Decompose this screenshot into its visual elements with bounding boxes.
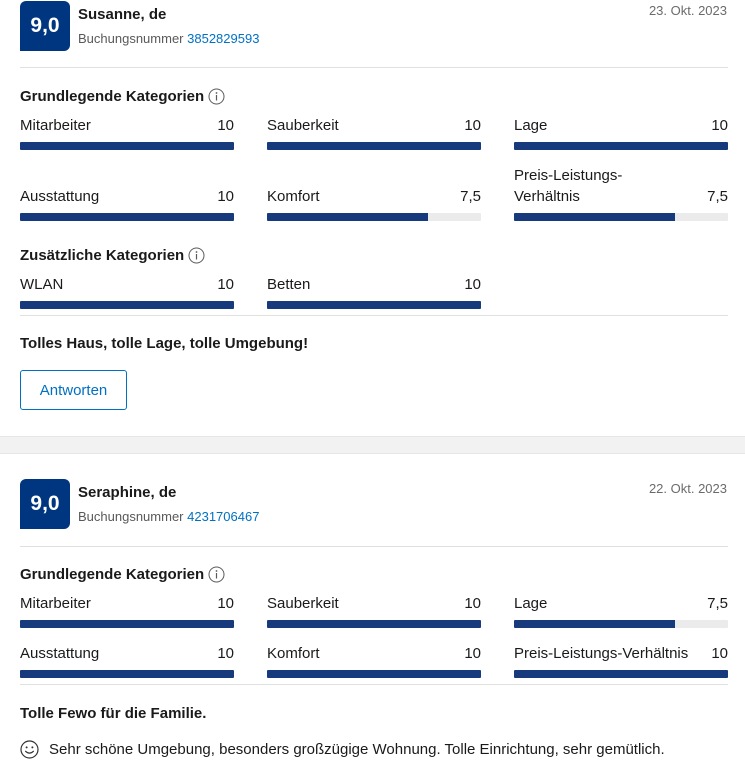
category-bar-fill	[267, 620, 481, 628]
category-label: Preis-Leistungs-Verhältnis	[514, 167, 623, 205]
category-bar-fill	[267, 142, 481, 150]
divider	[20, 546, 728, 547]
category-label: Preis-Leistungs-Verhältnis	[514, 645, 689, 662]
category-score: 10	[464, 117, 481, 134]
category-score: 7,5	[707, 595, 728, 612]
reply-button[interactable]: Antworten	[20, 370, 127, 410]
booking-number-link[interactable]: 3852829593	[187, 31, 260, 46]
category-komfort	[267, 186, 481, 221]
category-bar	[20, 620, 234, 628]
category-bar-fill	[20, 301, 234, 309]
reviewer-name: Seraphine, de	[78, 484, 177, 501]
category-label: Betten	[267, 276, 311, 293]
category-ausstattung	[20, 643, 234, 678]
category-betten	[267, 274, 481, 309]
positive-comment-text: Sehr schöne Umgebung, besonders großzügige Wohnung. Tolle Einrichtung, sehr gemütlich.	[49, 741, 665, 758]
category-bar	[514, 670, 728, 678]
review-score-badge: 9,0	[20, 1, 70, 51]
category-mitarbeiter	[20, 593, 234, 628]
category-score: 10	[711, 117, 728, 134]
booking-number-link[interactable]: 4231706467	[187, 509, 260, 524]
category-bar-fill	[267, 213, 428, 221]
section-title-label: Grundlegende Kategorien	[20, 566, 205, 583]
review-title: Tolles Haus, tolle Lage, tolle Umgebung!	[20, 335, 309, 352]
category-sauberkeit	[267, 115, 481, 150]
category-score: 10	[217, 117, 234, 134]
category-label: Mitarbeiter	[20, 117, 91, 134]
info-icon[interactable]	[208, 566, 225, 583]
positive-comment	[20, 740, 665, 759]
category-bar-fill	[514, 620, 675, 628]
category-bar	[514, 142, 728, 150]
category-score: 10	[464, 276, 481, 293]
category-bar-fill	[20, 670, 234, 678]
category-bar	[20, 142, 234, 150]
category-bar-fill	[20, 620, 234, 628]
category-bar	[514, 213, 728, 221]
category-lage	[514, 593, 728, 628]
review-card	[0, 454, 745, 768]
booking-label: Buchungsnummer	[78, 31, 184, 46]
category-komfort	[267, 643, 481, 678]
category-lage	[514, 115, 728, 150]
category-score: 10	[217, 595, 234, 612]
category-bar	[514, 620, 728, 628]
category-label: Sauberkeit	[267, 117, 339, 134]
category-bar	[267, 142, 481, 150]
section-title-basic-categories	[20, 88, 225, 105]
divider	[20, 67, 728, 68]
section-title-extra-categories	[20, 247, 205, 264]
category-bar-fill	[514, 142, 728, 150]
category-label: Lage	[514, 117, 548, 134]
section-title-label: Grundlegende Kategorien	[20, 88, 205, 105]
category-bar-fill	[514, 670, 728, 678]
category-bar-fill	[267, 301, 481, 309]
review-score-badge: 9,0	[20, 479, 70, 529]
category-bar	[267, 670, 481, 678]
category-mitarbeiter	[20, 115, 234, 150]
category-bar	[267, 301, 481, 309]
category-preis-leistung	[514, 165, 728, 221]
category-score: 10	[711, 645, 728, 662]
category-label: Sauberkeit	[267, 595, 339, 612]
category-bar	[20, 670, 234, 678]
category-score: 10	[464, 645, 481, 662]
review-date: 22. Okt. 2023	[648, 481, 727, 496]
divider	[20, 684, 728, 685]
category-label: Komfort	[267, 188, 320, 205]
category-wlan	[20, 274, 234, 309]
category-ausstattung	[20, 186, 234, 221]
booking-label: Buchungsnummer	[78, 509, 184, 524]
info-icon[interactable]	[188, 247, 205, 264]
category-label: Ausstattung	[20, 645, 100, 662]
category-bar	[267, 620, 481, 628]
section-title-basic-categories	[20, 566, 225, 583]
category-bar-fill	[514, 213, 675, 221]
category-score: 7,5	[460, 188, 481, 205]
category-preis-leistung	[514, 643, 728, 678]
category-bar	[20, 213, 234, 221]
category-label: Mitarbeiter	[20, 595, 91, 612]
category-label: Ausstattung	[20, 188, 100, 205]
category-bar-fill	[20, 213, 234, 221]
category-score: 10	[464, 595, 481, 612]
info-icon[interactable]	[208, 88, 225, 105]
review-separator	[0, 436, 745, 454]
booking-info	[78, 31, 259, 46]
reviewer-name: Susanne, de	[78, 6, 167, 23]
booking-info	[78, 509, 259, 524]
category-bar	[20, 301, 234, 309]
smile-icon	[20, 740, 39, 759]
category-score: 10	[217, 645, 234, 662]
category-label: WLAN	[20, 276, 64, 293]
divider	[20, 315, 728, 316]
category-bar	[267, 213, 481, 221]
category-score: 10	[217, 276, 234, 293]
section-title-label: Zusätzliche Kategorien	[20, 247, 185, 264]
category-bar-fill	[20, 142, 234, 150]
category-label: Lage	[514, 595, 548, 612]
category-label: Komfort	[267, 645, 320, 662]
review-title: Tolle Fewo für die Familie.	[20, 705, 207, 722]
review-date: 23. Okt. 2023	[648, 3, 727, 18]
category-bar-fill	[267, 670, 481, 678]
category-sauberkeit	[267, 593, 481, 628]
category-score: 10	[217, 188, 234, 205]
category-score: 7,5	[707, 188, 728, 205]
